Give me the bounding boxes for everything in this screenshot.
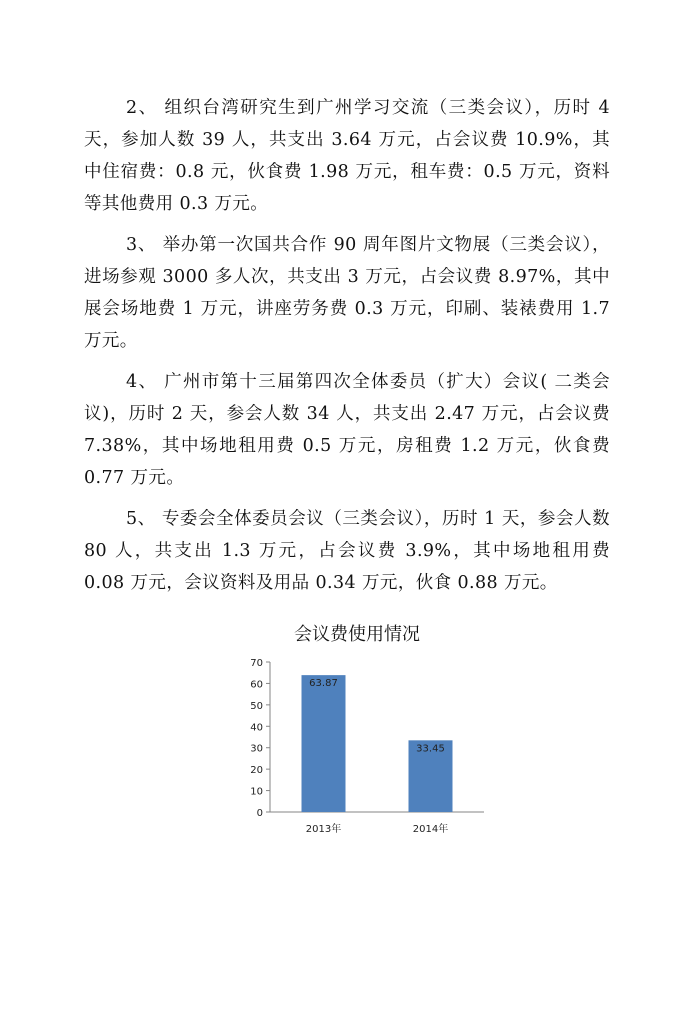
data-label: 33.45 (416, 743, 445, 755)
paragraph-5: 5、 专委会全体委员会议（三类会议），历时 1 天，参会人数 80 人，共支出 1.3 万元，占会议费 3.9%，其中场地租用费 0.08 万元，会议资料及用品 0.34 万元，伙食 0.88 万元。 (84, 509, 610, 593)
data-label: 63.87 (309, 678, 338, 690)
y-tick-label: 70 (250, 658, 263, 669)
body-text (84, 92, 610, 608)
chart-plot (222, 612, 492, 852)
y-tick-label: 60 (250, 679, 263, 691)
paragraph-2: 2、 组织台湾研究生到广州学习交流（三类会议），历时 4 天，参加人数 39 人，共支出 3.64 万元，占会议费 10.9%，其中住宿费：0.8 元，伙食费 1.98 万元，租车费：0.5 万元，资料等其他费用 0.3 万元。 (84, 98, 610, 214)
paragraph-3: 3、 举办第一次国共合作 90 周年图片文物展（三类会议），进场参观 3000 多人次，共支出 3 万元，占会议费 8.97%，其中展会场地费 1 万元，讲座劳务费 0.3 万元，印刷、装裱费用 1.7 万元。 (84, 235, 610, 351)
x-tick-label: 2014年 (412, 824, 449, 835)
y-tick-label: 30 (250, 743, 263, 755)
y-tick-label: 40 (250, 722, 263, 734)
meeting-fee-chart (222, 612, 492, 852)
y-tick-label: 50 (250, 700, 263, 712)
y-tick-label: 20 (250, 765, 263, 777)
bar (302, 675, 346, 812)
y-tick-label: 0 (256, 808, 263, 819)
y-tick-label: 10 (250, 786, 263, 798)
paragraph-4: 4、 广州市第十三届第四次全体委员（扩大）会议( 二类会议)，历时 2 天，参会人数 34 人，共支出 2.47 万元，占会议费 7.38%，其中场地租用费 0.5 万元，房租费 1.2 万元，伙食费 0.77 万元。 (84, 372, 610, 488)
chart-title: 会议费使用情况 (294, 624, 420, 645)
x-tick-label: 2013年 (305, 824, 342, 835)
